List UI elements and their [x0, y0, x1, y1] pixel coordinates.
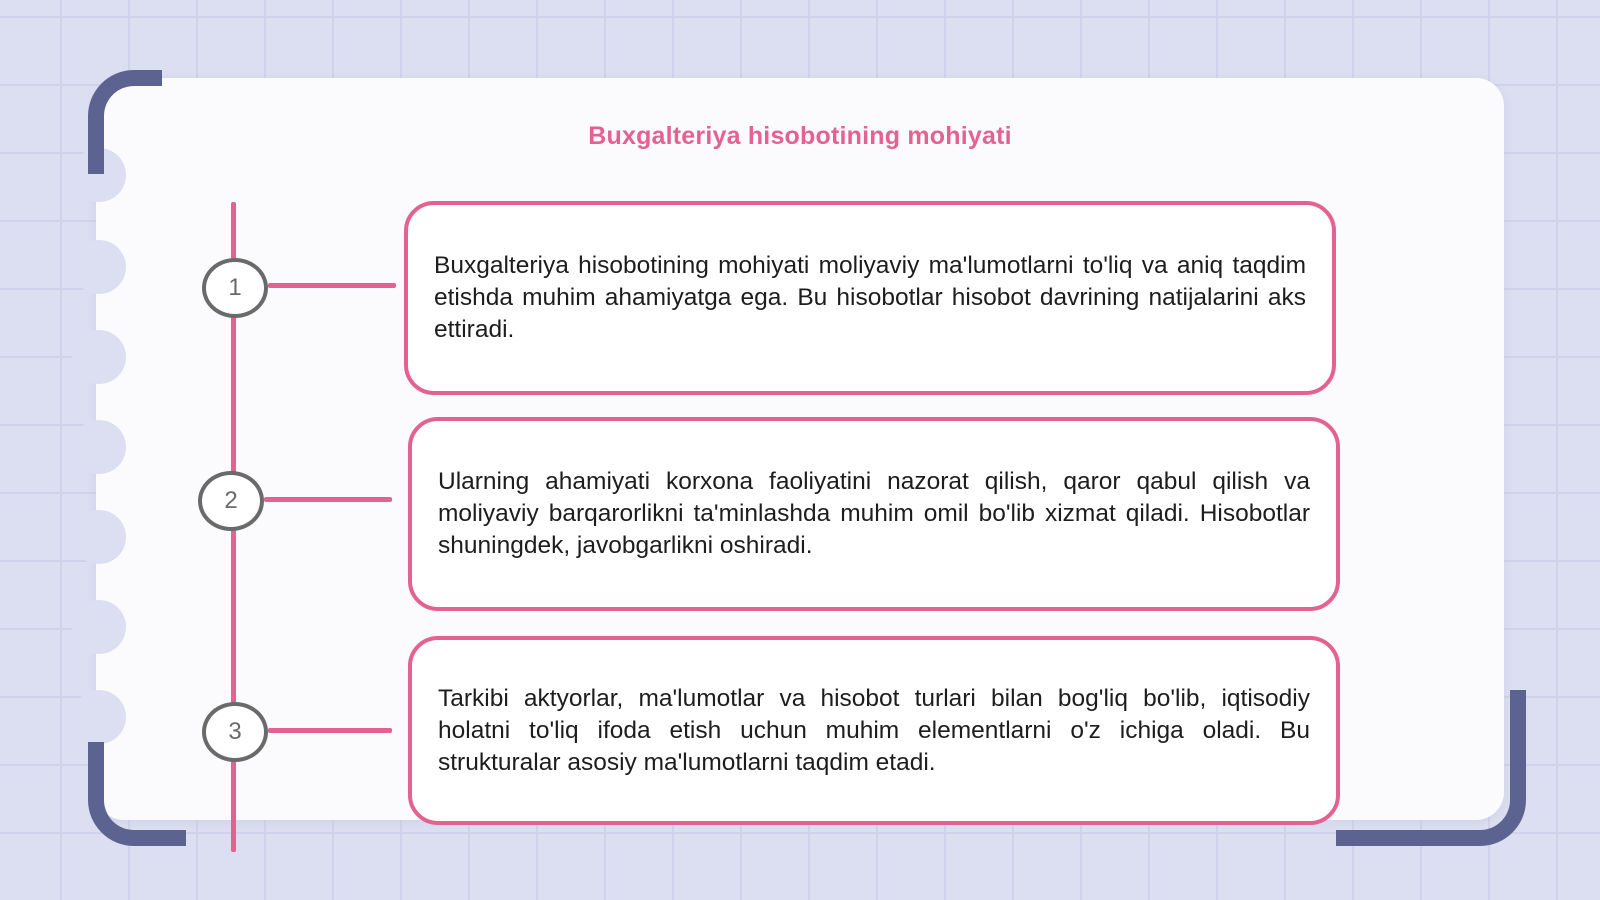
timeline-marker-3 — [202, 702, 268, 762]
marker-number: 2 — [224, 487, 238, 514]
card-text: Tarkibi aktyorlar, ma'lumotlar va hisobot turlari bilan bog'liq bo'lib, iqtisodiy holatni to'liq ifoda etish uchun muhim elementlarni o'z ichiga oladi. Bu strukturalar asosiy ma'lumotlarni taqdim etadi. — [438, 684, 1310, 776]
info-card-1 — [404, 201, 1336, 395]
timeline-connector — [268, 283, 396, 288]
paper-notch — [72, 240, 126, 294]
paper-notch — [72, 330, 126, 384]
paper-notch — [72, 420, 126, 474]
frame-corner-top-left — [88, 70, 162, 174]
slide-title: Buxgalteriya hisobotining mohiyati — [588, 122, 1012, 150]
timeline-connector — [268, 728, 392, 733]
marker-number: 1 — [228, 274, 242, 301]
paper-notch — [72, 690, 126, 744]
info-card-3 — [408, 636, 1340, 825]
timeline-connector — [264, 497, 392, 502]
frame-corner-bottom-right — [1336, 690, 1526, 846]
timeline-marker-1 — [202, 258, 268, 318]
card-text: Ularning ahamiyati korxona faoliyatini nazorat qilish, qaror qabul qilish va moliyaviy barqarorlikni ta'minlashda muhim omil bo'lib xizmat qiladi. Hisobotlar shuningdek, javobgarlikni oshiradi. — [438, 468, 1310, 559]
marker-number: 3 — [228, 718, 242, 745]
card-text: Buxgalteriya hisobotining mohiyati moliyaviy ma'lumotlarni to'liq va aniq taqdim etishda muhim ahamiyatga ega. Bu hisobotlar hisobot davrining natijalarini aks ettiradi. — [434, 252, 1306, 343]
paper-notch — [72, 510, 126, 564]
info-card-2 — [408, 417, 1340, 611]
timeline-marker-2 — [198, 471, 264, 531]
frame-corner-bottom-left — [88, 742, 186, 846]
paper-notch — [72, 600, 126, 654]
